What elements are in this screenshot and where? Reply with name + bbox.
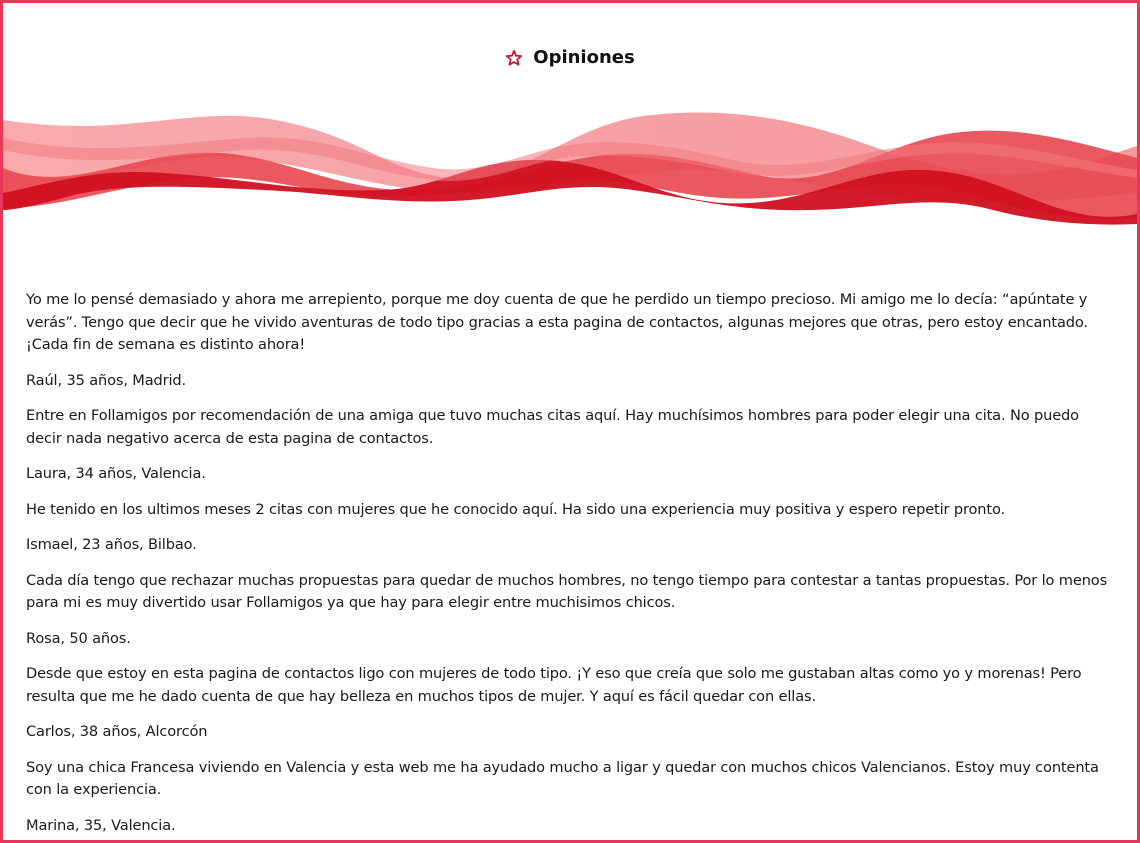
testimonial-text: Desde que estoy en esta pagina de contactos ligo con mujeres de todo tipo. ¡Y eso que creía que solo me gustaban altas como yo y morenas! Pero resulta que me he dado cuenta de que hay belleza en muchos tipos de mujer. Y aquí es fácil quedar con ellas. xyxy=(26,665,1082,705)
testimonial-author: Laura, 34 años, Valencia. xyxy=(26,465,206,482)
testimonial-text: Yo me lo pensé demasiado y ahora me arrepiento, porque me doy cuenta de que he perdido un tiempo precioso. Mi amigo me lo decía: “apúntate y verás”. Tengo que decir que he vivido aventuras de todo tipo gracias a esta pagina de contactos, algunas mejores que otras, pero estoy encantado. ¡Cada fin de semana es distinto ahora! xyxy=(26,291,1088,353)
testimonial-text: Cada día tengo que rechazar muchas propuestas para quedar de muchos hombres, no tengo tiempo para contestar a tantas propuestas. Por lo menos para mi es muy divertido usar Follamigos ya que hay para elegir entre muchisimos chicos. xyxy=(26,571,1108,611)
testimonial-author: Carlos, 38 años, Alcorcón xyxy=(26,723,208,740)
testimonials-list xyxy=(26,289,1116,843)
testimonial-author: Rosa, 50 años. xyxy=(26,629,131,647)
star-outline-icon xyxy=(505,49,523,67)
section-header xyxy=(3,47,1137,68)
testimonial-author: Marina, 35, Valencia. xyxy=(26,816,176,834)
testimonial-text: Entre en Follamigos por recomendación de una amiga que tuvo muchas citas aquí. Hay muchísimos hombres para poder elegir una cita. No puedo decir nada negativo acerca de esta pagina de contactos. xyxy=(26,407,1079,447)
decorative-waves xyxy=(3,98,1137,238)
testimonial-author: Raúl, 35 años, Madrid. xyxy=(26,371,187,389)
testimonial-author: Ismael, 23 años, Bilbao. xyxy=(26,536,197,553)
page-title: Opiniones xyxy=(533,47,635,68)
testimonial-text: He tenido en los ultimos meses 2 citas con mujeres que he conocido aquí. Ha sido una experiencia muy positiva y espero repetir pronto. xyxy=(26,500,1005,518)
testimonial-text: Soy una chica Francesa viviendo en Valencia y esta web me ha ayudado mucho a ligar y quedar con muchos chicos Valencianos. Estoy muy contenta con la experiencia. xyxy=(26,758,1099,798)
